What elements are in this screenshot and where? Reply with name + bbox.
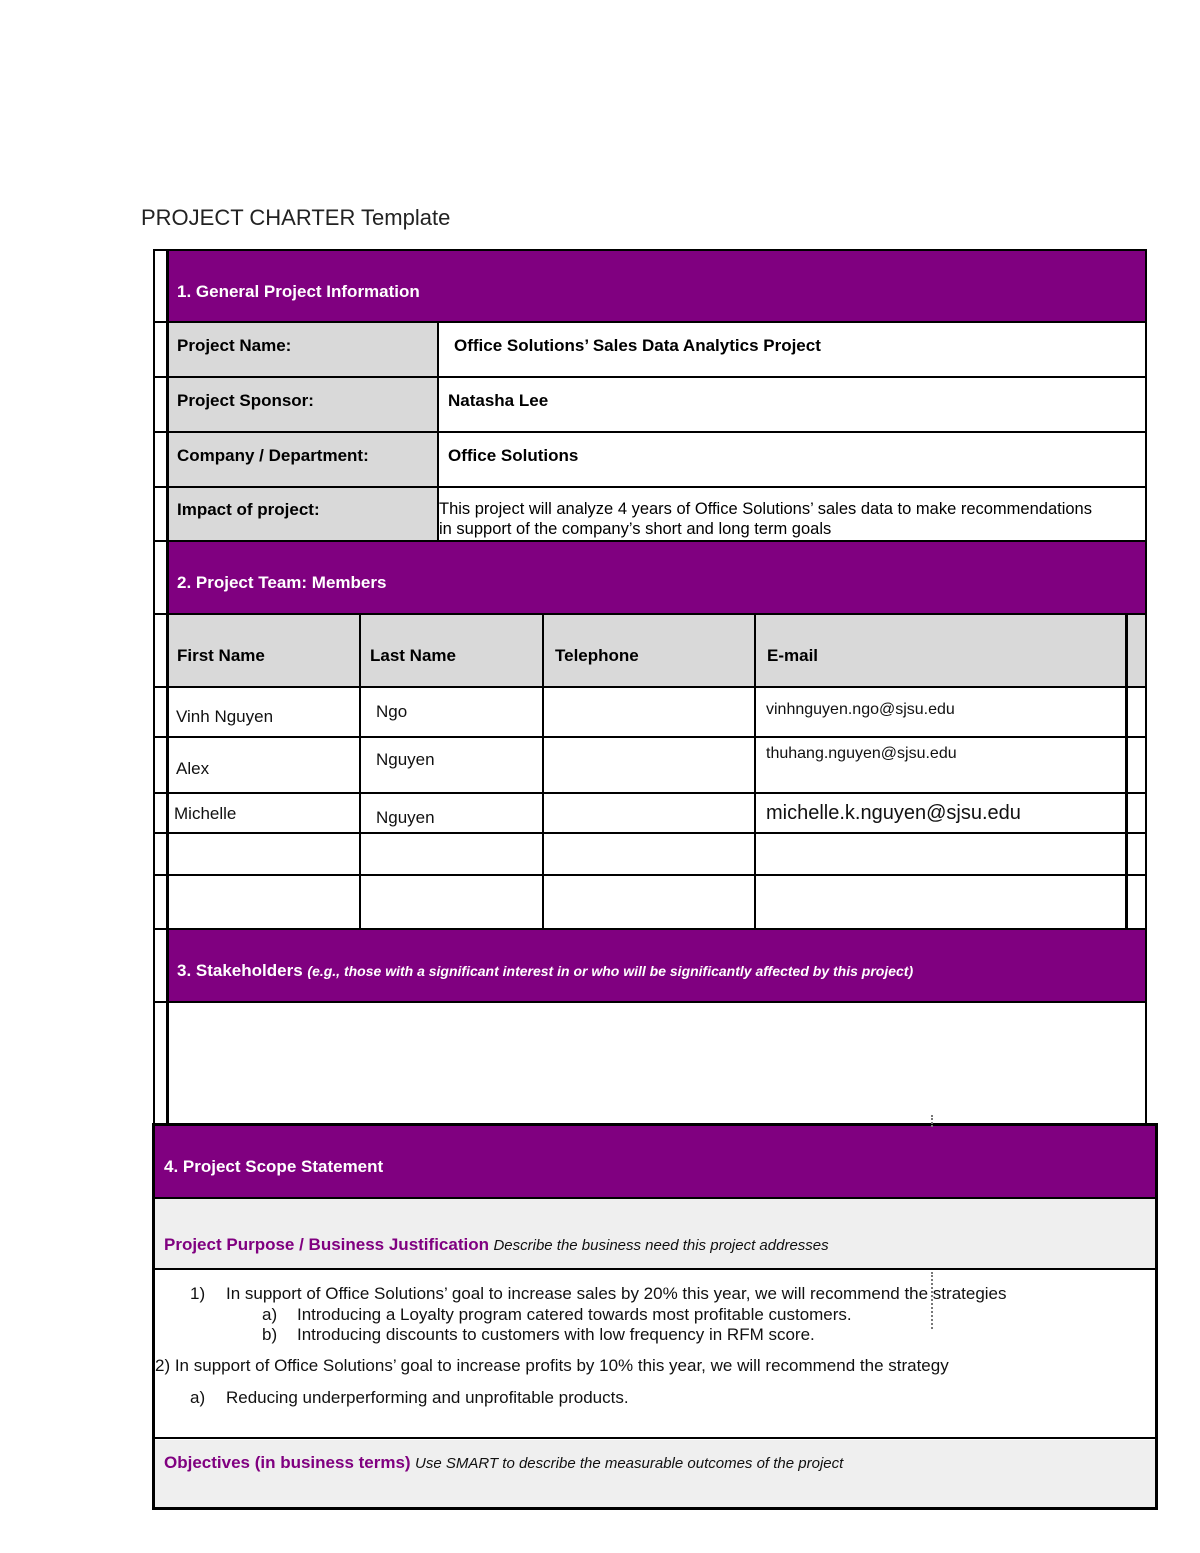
section2-header: 2. Project Team: Members <box>177 573 387 592</box>
frame-line <box>152 1437 1158 1439</box>
list-item-2: 2) In support of Office Solutions’ goal to increase profits by 10% this year, we will recommend the strategy <box>155 1356 949 1375</box>
member-last-name: Nguyen <box>376 750 435 769</box>
project-name-value: Office Solutions’ Sales Data Analytics Project <box>454 336 821 355</box>
frame-line <box>152 1197 1158 1199</box>
frame-line <box>1125 614 1128 929</box>
frame-line <box>437 321 439 540</box>
frame-line <box>754 614 756 929</box>
purpose-bar <box>155 1199 1155 1268</box>
frame-line <box>153 431 1147 433</box>
member-last-name: Ngo <box>376 702 408 721</box>
frame-line <box>1155 1123 1158 1510</box>
company-department-label: Company / Department: <box>177 446 369 465</box>
frame-line <box>153 321 1147 323</box>
impact-label: Impact of project: <box>177 500 320 519</box>
objectives-bar <box>155 1440 1155 1507</box>
dotted-guide <box>931 1115 933 1127</box>
frame-line <box>152 1123 1158 1126</box>
frame-line <box>153 249 1147 251</box>
list-letter: a) <box>262 1305 278 1324</box>
frame-line <box>359 614 361 929</box>
impact-value-line1: This project will analyze 4 years of Office Solutions’ sales data to make recommendations <box>439 500 1092 518</box>
frame-line <box>153 540 1147 542</box>
frame-line <box>152 1507 1158 1510</box>
member-first-name: Michelle <box>174 804 237 823</box>
section3-header-text: 3. Stakeholders <box>177 961 303 980</box>
document-title: PROJECT CHARTER Template <box>141 205 451 230</box>
section3-header-note: (e.g., those with a significant interest in or who will be significantly affected by this project) <box>307 963 914 979</box>
section1-header: 1. General Project Information <box>177 282 420 301</box>
list-item-1b: Introducing discounts to customers with low frequency in RFM score. <box>297 1325 815 1344</box>
project-sponsor-label: Project Sponsor: <box>177 391 314 410</box>
member-email: michelle.k.nguyen@sjsu.edu <box>766 802 1021 824</box>
team-column-header-bg <box>168 615 1146 687</box>
list-item-1a: Introducing a Loyalty program catered towards most profitable customers. <box>297 1305 852 1324</box>
col-telephone: Telephone <box>555 646 639 665</box>
list-letter: b) <box>262 1325 278 1344</box>
purpose-description: Describe the business need this project addresses <box>493 1237 829 1254</box>
section4-header: 4. Project Scope Statement <box>164 1157 384 1176</box>
frame-line <box>153 792 1147 794</box>
objectives-heading <box>164 1453 843 1473</box>
frame-line <box>153 928 1147 930</box>
member-email: thuhang.nguyen@sjsu.edu <box>766 745 957 762</box>
frame-line <box>152 1268 1158 1270</box>
frame-line <box>153 613 1147 615</box>
frame-line <box>542 614 544 929</box>
project-sponsor-value: Natasha Lee <box>448 391 549 410</box>
frame-line <box>153 832 1147 834</box>
impact-value-line2: in support of the company’s short and long term goals <box>439 520 832 538</box>
objectives-description: Use SMART to describe the measurable outcomes of the project <box>415 1455 844 1472</box>
list-item-1: In support of Office Solutions’ goal to increase sales by 20% this year, we will recommend the strategies <box>226 1284 1007 1303</box>
col-first-name: First Name <box>177 646 265 665</box>
frame-line <box>153 1001 1147 1003</box>
frame-line <box>152 1123 155 1510</box>
dotted-guide <box>931 1272 933 1329</box>
list-letter: a) <box>190 1388 206 1407</box>
list-number: 1) <box>190 1284 206 1303</box>
frame-line <box>153 736 1147 738</box>
list-item-2a: Reducing underperforming and unprofitable products. <box>226 1388 629 1407</box>
objectives-title: Objectives (in business terms) <box>164 1453 411 1472</box>
section3-header <box>177 961 913 981</box>
member-first-name: Vinh Nguyen <box>176 707 274 726</box>
frame-line <box>153 486 1147 488</box>
frame-line <box>153 686 1147 688</box>
frame-line <box>153 376 1147 378</box>
col-last-name: Last Name <box>370 646 456 665</box>
member-last-name: Nguyen <box>376 808 435 827</box>
col-email: E-mail <box>767 646 819 665</box>
member-email: vinhnguyen.ngo@sjsu.edu <box>766 701 955 718</box>
project-name-label: Project Name: <box>177 336 292 355</box>
purpose-title: Project Purpose / Business Justification <box>164 1235 489 1254</box>
frame-line <box>153 874 1147 876</box>
company-department-value: Office Solutions <box>448 446 579 465</box>
member-first-name: Alex <box>176 759 210 778</box>
purpose-heading <box>164 1235 829 1255</box>
